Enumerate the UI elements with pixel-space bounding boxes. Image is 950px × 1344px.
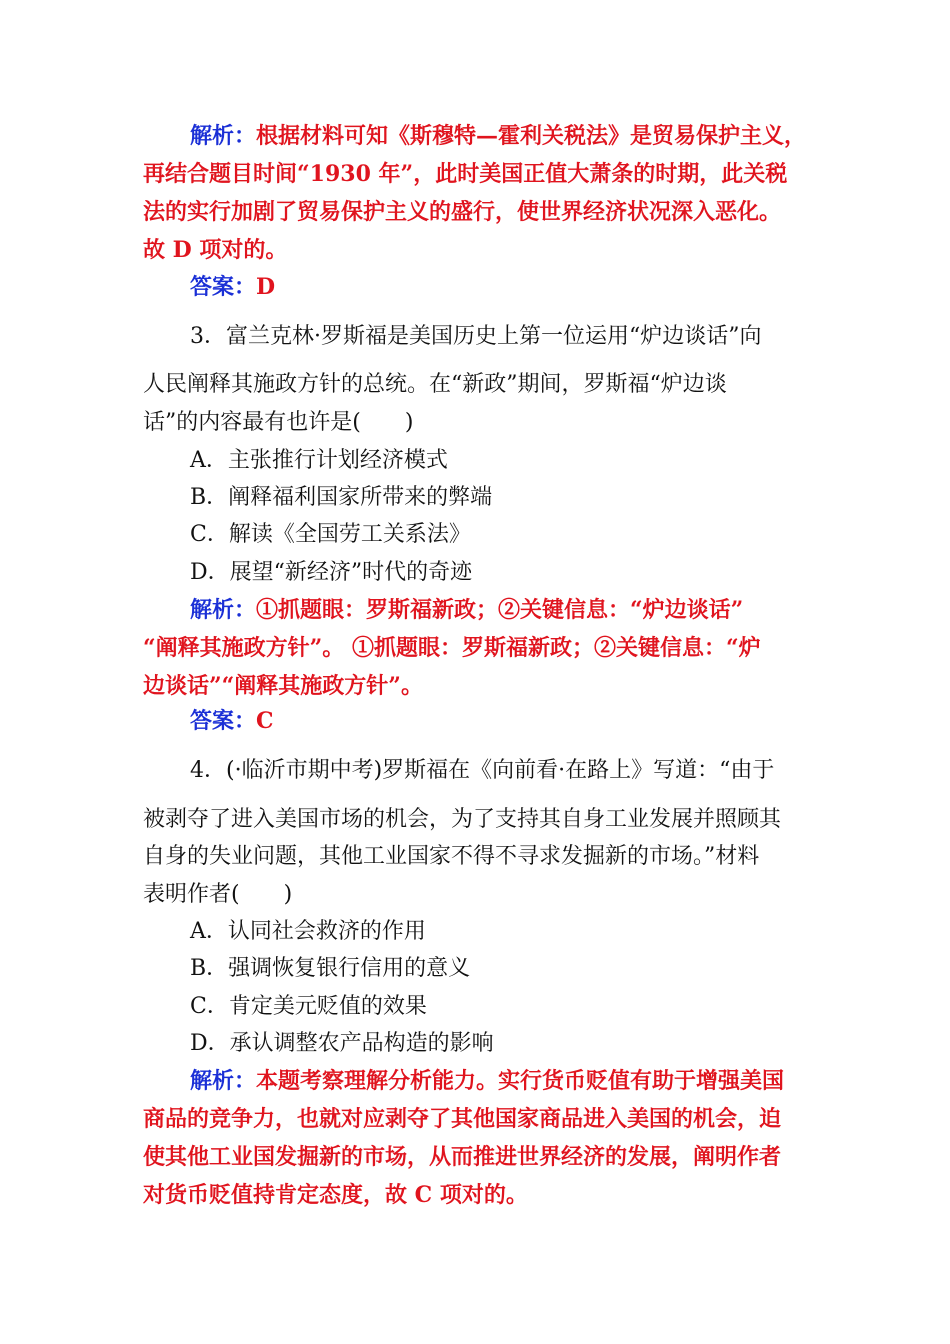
answer-value: D xyxy=(256,274,276,300)
answer-value: C xyxy=(256,708,274,734)
analysis-label: 解析： xyxy=(190,597,257,623)
analysis-text: 根据材料可知《斯穆特—霍利关税法》是贸易保护主义， xyxy=(256,123,807,149)
analysis-text: 使其他工业国发掘新的市场，从而推进世界经济的发展，阐明作者 xyxy=(143,1144,782,1170)
option-b: B．阐释福利国家所带来的弊端 xyxy=(190,485,493,510)
analysis-label: 解析： xyxy=(190,123,257,149)
analysis-text: 再结合题目时间“1930 年”，此时美国正值大萧条的时期，此关税 xyxy=(143,161,788,187)
analysis-text: ①抓题眼：罗斯福新政；②关键信息：“炉边谈话” xyxy=(256,597,744,623)
analysis-paragraph-4 xyxy=(190,1067,784,1096)
answer-line-3 xyxy=(190,707,274,736)
option-c: C．肯定美元贬值的效果 xyxy=(190,994,427,1019)
analysis-label: 解析： xyxy=(190,1068,257,1094)
option-a: A．主张推行计划经济模式 xyxy=(190,448,448,473)
analysis-text: 本题考察理解分析能力。实行货币贬值有助于增强美国 xyxy=(256,1068,785,1094)
analysis-paragraph-3 xyxy=(190,596,743,625)
question-4-stem: 自身的失业问题，其他工业国家不得不寻求发掘新的市场。”材料 xyxy=(143,844,760,869)
answer-line-1 xyxy=(190,273,275,302)
analysis-text: 边谈话”“阐释其施政方针”。 xyxy=(143,673,423,699)
option-d: D．展望“新经济”时代的奇迹 xyxy=(190,560,473,585)
question-4-stem: 4．(·临沂市期中考)罗斯福在《向前看·在路上》写道：“由于 xyxy=(190,758,775,783)
analysis-paragraph-1 xyxy=(190,122,806,151)
question-3-stem: 人民阐释其施政方针的总统。在“新政”期间，罗斯福“炉边谈 xyxy=(143,372,727,397)
question-3-stem: 3．富兰克林·罗斯福是美国历史上第一位运用“炉边谈话”向 xyxy=(190,324,762,349)
answer-label: 答案： xyxy=(190,274,257,300)
question-3-stem: 话”的内容最有也许是( ) xyxy=(143,410,414,435)
analysis-text: “阐释其施政方针”。 ①抓题眼：罗斯福新政；②关键信息：“炉 xyxy=(143,635,761,661)
analysis-text: 故 D 项对的。 xyxy=(143,237,288,263)
question-4-stem: 表明作者( ) xyxy=(143,882,293,907)
question-4-stem: 被剥夺了进入美国市场的机会，为了支持其自身工业发展并照顾其 xyxy=(143,807,782,832)
analysis-text: 对货币贬值持肯定态度，故 C 项对的。 xyxy=(143,1182,528,1208)
analysis-text: 商品的竞争力，也就对应剥夺了其他国家商品进入美国的机会，迫 xyxy=(143,1106,782,1132)
option-d: D．承认调整农产品构造的影响 xyxy=(190,1031,494,1056)
option-b: B．强调恢复银行信用的意义 xyxy=(190,956,471,981)
option-a: A．认同社会救济的作用 xyxy=(190,919,426,944)
analysis-text: 法的实行加剧了贸易保护主义的盛行，使世界经济状况深入恶化。 xyxy=(143,199,782,225)
answer-label: 答案： xyxy=(190,708,257,734)
option-c: C．解读《全国劳工关系法》 xyxy=(190,522,471,547)
